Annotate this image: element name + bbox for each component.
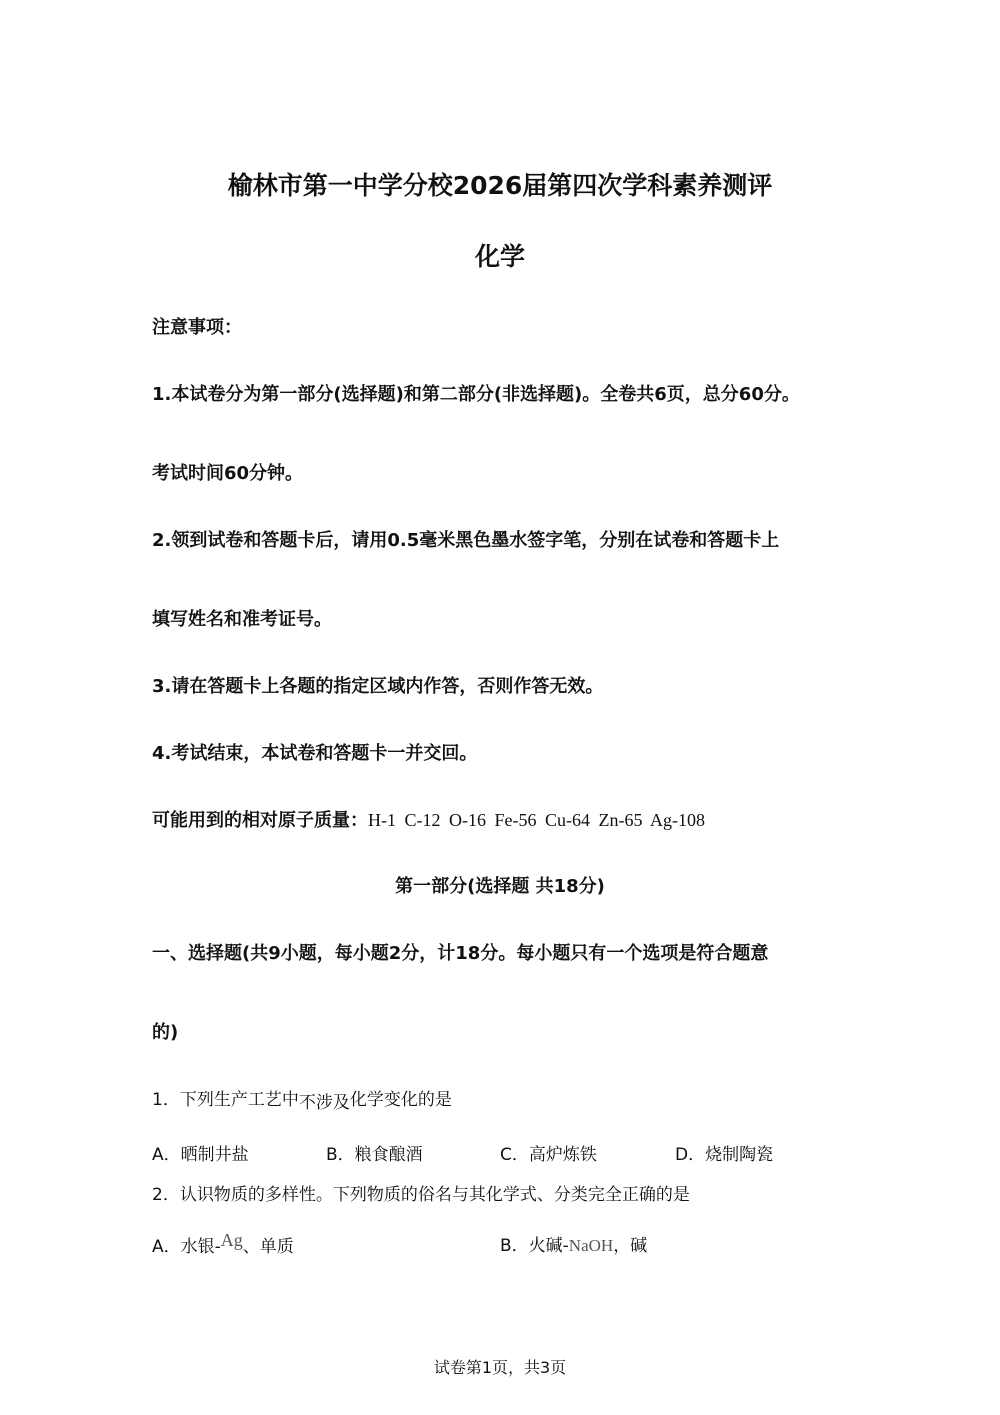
notice-item-1-line-2: 考试时间60分钟。	[152, 463, 304, 484]
notice-item-2-line-1: 2.领到试卷和答题卡后，请用0.5毫米黑色墨水签字笔，分别在试卷和答题卡上	[152, 530, 780, 551]
question-2-option-a-prefix: A．水银-	[152, 1237, 221, 1257]
notice-item-2-line-2: 填写姓名和准考证号。	[152, 609, 332, 630]
question-2-option-b	[500, 1234, 647, 1258]
question-1-option-c: C．高炉炼铁	[500, 1145, 597, 1165]
question-2-option-b-prefix: B．火碱-	[500, 1236, 569, 1256]
question-1-stem	[152, 1088, 452, 1112]
page-footer: 试卷第1页，共3页	[433, 1358, 567, 1377]
question-1-stem-suffix: 化学变化的是	[349, 1090, 452, 1110]
question-1-option-a: A．晒制井盐	[152, 1145, 249, 1165]
subject-title: 化学	[474, 242, 525, 271]
notice-heading: 注意事项：	[152, 317, 242, 338]
notice-item-1-line-1: 1.本试卷分为第一部分(选择题)和第二部分(非选择题)。全卷共6页，总分60分。	[152, 384, 800, 405]
part1-heading: 第一部分(选择题 共18分)	[395, 876, 605, 897]
question-2-option-a-suffix: 、单质	[242, 1237, 294, 1257]
atomic-masses-label: 可能用到的相对原子质量：	[152, 810, 368, 831]
question-1-stem-prefix: 1．下列生产工艺中	[152, 1090, 299, 1110]
question-1-option-d: D．烧制陶瓷	[675, 1145, 774, 1165]
question-2-stem: 2．认识物质的多样性。下列物质的俗名与其化学式、分类完全正确的是	[152, 1185, 690, 1205]
question-2-option-b-formula: NaOH	[568, 1236, 614, 1255]
section-instruction-line-2: 的)	[152, 1022, 179, 1043]
atomic-masses	[152, 808, 705, 833]
question-2-option-a-formula: Ag	[220, 1230, 243, 1250]
atomic-masses-values: H-1 C-12 O-16 Fe-56 Cu-64 Zn-65 Ag-108	[368, 810, 705, 830]
section-instruction-line-1: 一、选择题(共9小题，每小题2分，计18分。每小题只有一个选项是符合题意	[152, 943, 769, 964]
exam-title: 榆林市第一中学分校2026届第四次学科素养测评	[227, 171, 773, 200]
question-2-option-b-suffix: ，碱	[613, 1236, 648, 1256]
notice-item-4: 4.考试结束，本试卷和答题卡一并交回。	[152, 743, 478, 764]
notice-item-3: 3.请在答题卡上各题的指定区域内作答，否则作答无效。	[152, 676, 604, 697]
question-1-stem-emphasis: 不涉及	[298, 1093, 350, 1113]
question-2-option-a	[152, 1230, 294, 1259]
question-1-option-b: B．粮食酿酒	[326, 1145, 423, 1165]
